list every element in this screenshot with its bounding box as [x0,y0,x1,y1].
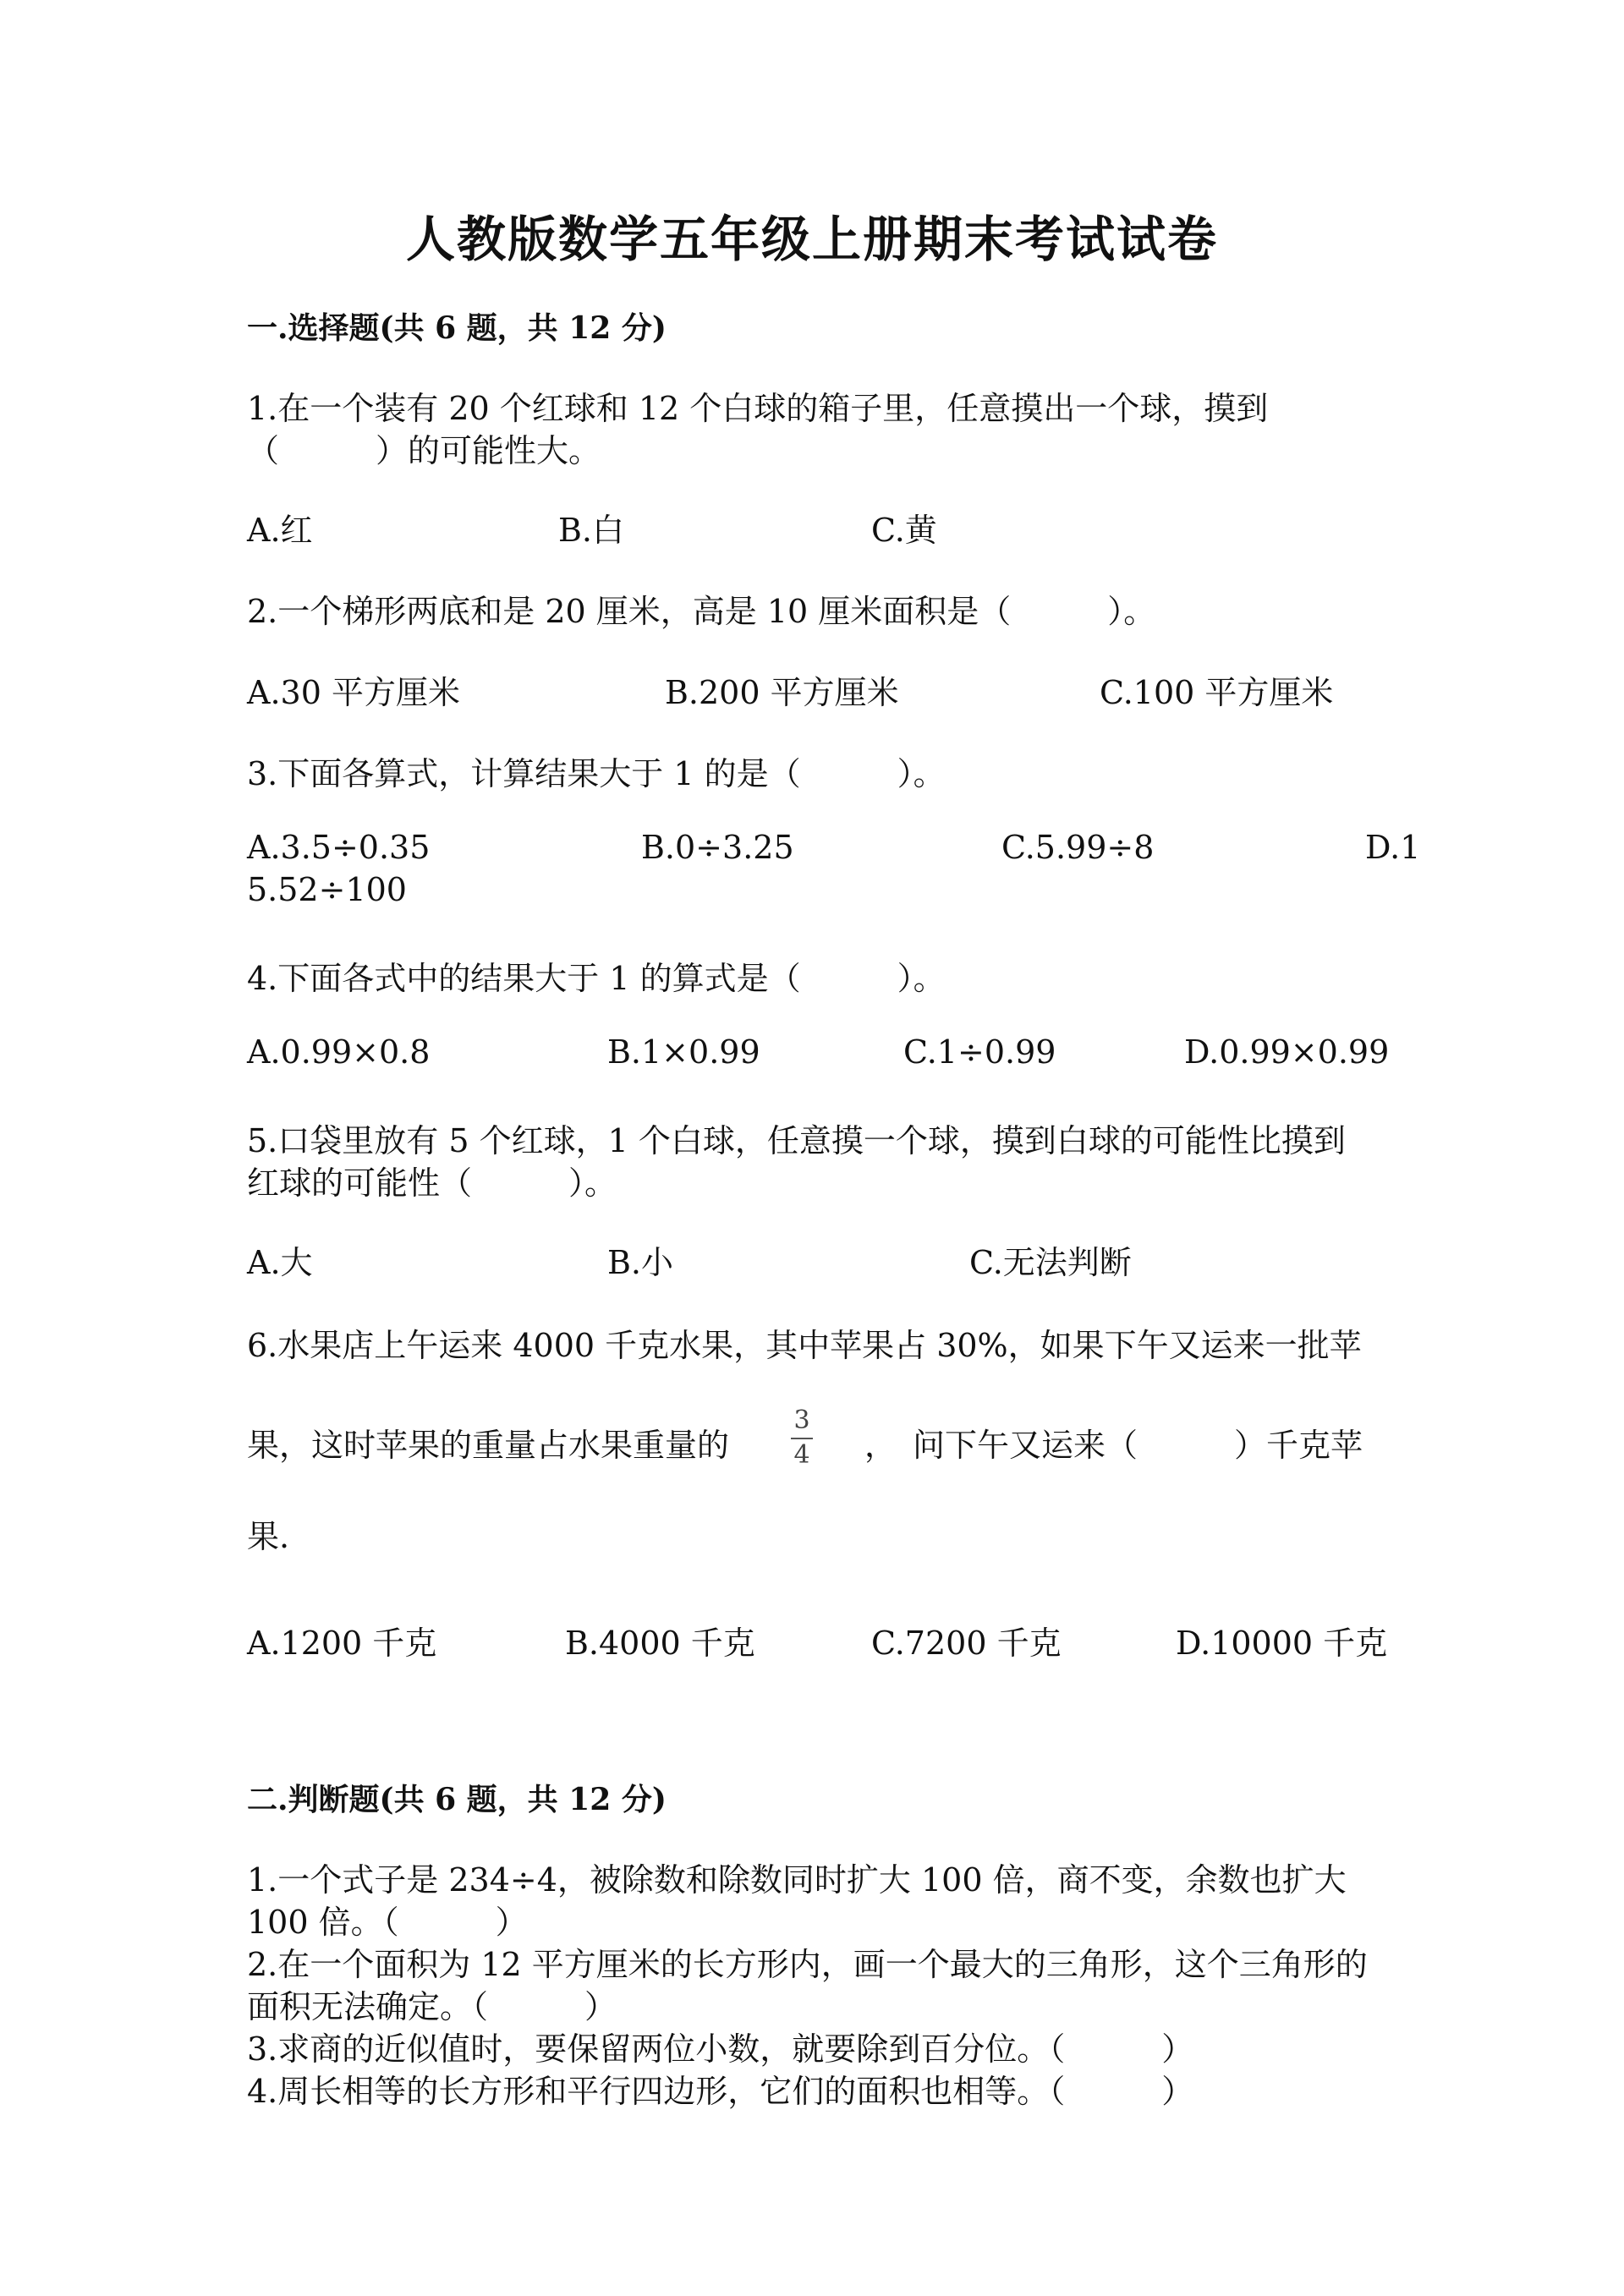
fraction-numerator: 3 [793,1406,810,1435]
question-5-option-b: B.小 [607,1244,674,1281]
judgment-2-line-1: 2.在一个面积为 12 平方厘米的长方形内，画一个最大的三角形，这个三角形的 [247,1946,1368,1983]
question-2-line-1: 2.一个梯形两底和是 20 厘米，高是 10 厘米面积是（ ）。 [247,593,1156,630]
question-4-option-d: D.0.99×0.99 [1184,1033,1390,1071]
question-5-option-a: A.大 [247,1244,313,1281]
question-4-option-c: C.1÷0.99 [903,1033,1056,1071]
question-2-option-b: B.200 平方厘米 [665,674,899,711]
fraction-denominator: 4 [793,1440,810,1470]
question-5-option-c: C.无法判断 [969,1244,1132,1281]
question-1-line-2: （ ）的可能性大。 [247,432,601,469]
judgment-4: 4.周长相等的长方形和平行四边形，它们的面积也相等。（ ） [247,2073,1194,2110]
judgment-1-line-1: 1.一个式子是 234÷4，被除数和除数同时扩大 100 倍，商不变，余数也扩大 [247,1861,1347,1899]
question-1-option-a: A.红 [247,512,313,549]
question-4-option-a: A.0.99×0.8 [247,1033,431,1071]
judgment-2-line-2: 面积无法确定。（ ） [247,1988,617,2025]
section-heading-judgment: 二.判断题(共 6 题，共 12 分) [247,1782,667,1817]
question-2-option-a: A.30 平方厘米 [247,674,460,711]
question-2-option-c: C.100 平方厘米 [1100,674,1334,711]
question-6-line-2-end: ， 问下午又运来（ ）千克苹 [864,1427,1363,1464]
question-3-option-d: D.1 [1365,829,1421,866]
section-heading-choice: 一.选择题(共 6 题，共 12 分) [247,310,667,346]
question-1-option-c: C.黄 [871,512,937,549]
question-4-line-1: 4.下面各式中的结果大于 1 的算式是（ ）。 [247,960,946,997]
question-4-option-b: B.1×0.99 [607,1033,760,1071]
judgment-3: 3.求商的近似值时，要保留两位小数，就要除到百分位。（ ） [247,2030,1194,2068]
fraction-bar [791,1438,813,1439]
question-6-line-2: 果，这时苹果的重量占水果重量的 [247,1427,730,1464]
question-6-option-a: A.1200 千克 [247,1625,437,1662]
question-3-option-a: A.3.5÷0.35 [247,829,431,866]
question-3-option-d-wrap: 5.52÷100 [247,871,407,908]
question-6-option-c: C.7200 千克 [871,1625,1062,1662]
question-6-line-3: 果. [247,1518,290,1555]
fraction-three-quarters [791,1408,813,1468]
question-3-option-b: B.0÷3.25 [641,829,794,866]
question-3-option-c: C.5.99÷8 [1001,829,1155,866]
question-1-line-1: 1.在一个装有 20 个红球和 12 个白球的箱子里，任意摸出一个球，摸到 [247,390,1269,427]
question-6-option-b: B.4000 千克 [565,1625,755,1662]
question-1-option-b: B.白 [558,512,625,549]
question-6-line-1: 6.水果店上午运来 4000 千克水果，其中苹果占 30%，如果下午又运来一批苹 [247,1327,1362,1364]
question-5-line-1: 5.口袋里放有 5 个红球，1 个白球，任意摸一个球，摸到白球的可能性比摸到 [247,1122,1346,1159]
question-3-line-1: 3.下面各算式，计算结果大于 1 的是（ ）。 [247,755,946,792]
judgment-1-line-2: 100 倍。（ ） [247,1904,528,1941]
question-5-line-2: 红球的可能性（ ）。 [247,1164,617,1202]
page-title: 人教版数学五年级上册期末考试试卷 [405,211,1218,268]
question-6-option-d: D.10000 千克 [1176,1625,1388,1662]
